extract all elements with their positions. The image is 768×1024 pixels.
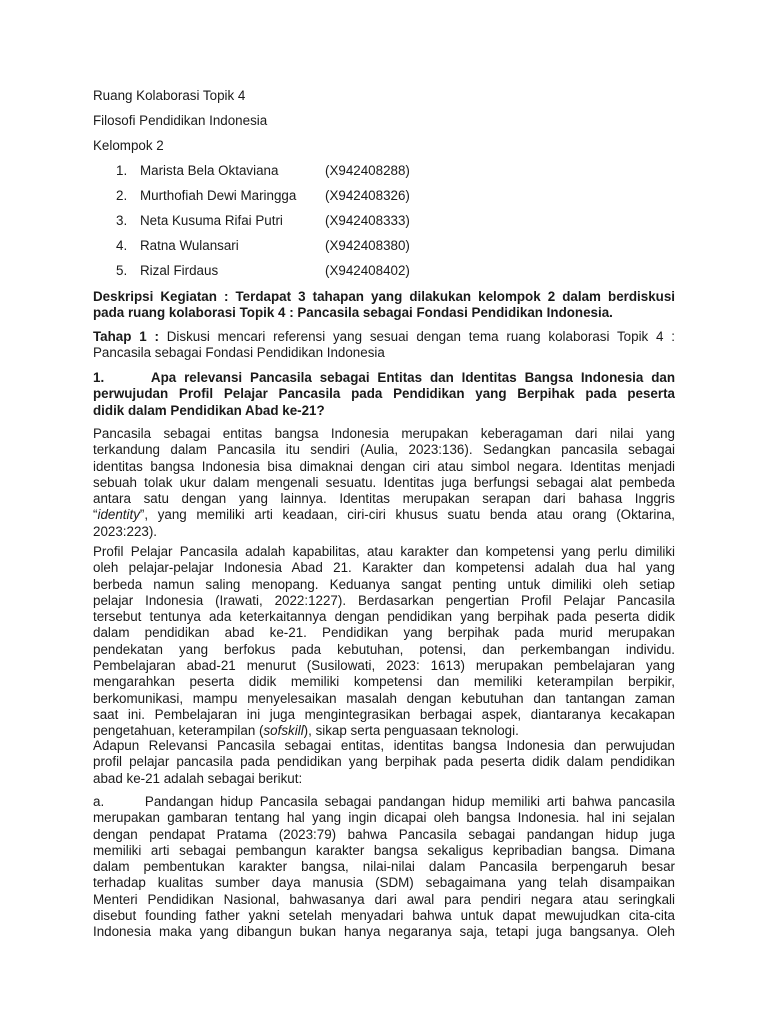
text-line: dengan pendapat Pratama (2023:79) bahwa Pancasila sebagai pandangan hidup juga bbox=[93, 826, 675, 842]
member-number: 3. bbox=[116, 213, 128, 228]
text-line: terkandung dalam Pancasila itu sendiri (Aulia, 2023:136). Sedangkan pancasila sebagai bbox=[93, 442, 675, 458]
member-number: 2. bbox=[116, 188, 128, 203]
text-line: 1. Apa relevansi Pancasila sebagai Entitas dan Identitas Bangsa Indonesia dan bbox=[93, 370, 675, 385]
text-line bbox=[93, 329, 675, 345]
member-item bbox=[116, 238, 410, 254]
text-line: Pembelajaran abad-21 menurut (Susilowati, 2023: 1613) merupakan pembelajaran yang bbox=[93, 658, 675, 674]
text-line: a. Pandangan hidup Pancasila sebagai pandangan hidup memiliki arti bahwa pancasila bbox=[93, 794, 675, 809]
text-line: Adapun Relevansi Pancasila sebagai entitas, identitas bangsa Indonesia dan perwujudan bbox=[93, 738, 675, 753]
text-line bbox=[93, 507, 675, 523]
member-number: 4. bbox=[116, 238, 128, 253]
activity-description bbox=[93, 289, 675, 322]
text-line: berbeda namun saling menopang. Keduanya sangat penting untuk dimiliki oleh setiap bbox=[93, 576, 675, 592]
member-id: (X942408380) bbox=[325, 238, 410, 253]
course-name: Filosofi Pendidikan Indonesia bbox=[93, 113, 268, 128]
quote-mark: ”, bbox=[139, 507, 149, 523]
quote-mark: “ bbox=[93, 507, 98, 523]
member-name: Neta Kusuma Rifai Putri bbox=[140, 213, 283, 228]
text-line: sebuah tolak ukur dalam mengenali sesuatu. Identitas juga berfungsi sebagai alat pembeda bbox=[93, 474, 675, 490]
member-item bbox=[116, 163, 410, 179]
stage-1 bbox=[93, 329, 675, 362]
text-line: Indonesia maka yang dibangun bukan hanya negaranya saja, tetapi juga bangsanya. Oleh bbox=[93, 924, 675, 940]
text-line: saat ini. Pembelajaran ini juga mengintegrasikan berbagai aspek, diantaranya kecakapan bbox=[93, 706, 675, 722]
paragraph-profil-pelajar bbox=[93, 544, 675, 740]
text-line: Profil Pelajar Pancasila adalah kapabilitas, atau karakter dan kompetensi yang perlu dimiliki bbox=[93, 544, 675, 559]
text-line: pada ruang kolaborasi Topik 4 : Pancasila sebagai Fondasi Pendidikan Indonesia. bbox=[93, 305, 613, 321]
member-item bbox=[116, 263, 410, 279]
paragraph-adapun bbox=[93, 738, 675, 787]
group-name: Kelompok 2 bbox=[93, 138, 164, 153]
text-line: Pancasila sebagai entitas bangsa Indonesia merupakan keberagaman dari nilai yang bbox=[93, 426, 675, 441]
text-line: berkomunikasi, mampu menyelesaikan masalah dengan kebutuhan dan tantangan zaman bbox=[93, 690, 675, 706]
text-line: Deskripsi Kegiatan : Terdapat 3 tahapan yang dilakukan kelompok 2 dalam berdiskusi bbox=[93, 289, 675, 304]
paragraph-entitas bbox=[93, 426, 675, 540]
text-line: Pancasila sebagai Fondasi Pendidikan Indonesia bbox=[93, 345, 385, 361]
text-line: tersebut tentunya ada keterkaitannya dengan pendidikan yang berpihak pada peserta didik bbox=[93, 609, 675, 625]
text-fragment: yang memiliki arti keadaan, ciri-ciri khusus suatu benda atau orang (Oktarina, bbox=[157, 507, 675, 523]
text-line: mengarahkan peserta didik memiliki kompetensi dan memiliki keterampilan berpikir, bbox=[93, 674, 675, 690]
text-line: dalam pembentukan karakter bangsa, nilai-nilai dalam Pancasila berpengaruh besar bbox=[93, 859, 675, 875]
member-name: Rizal Firdaus bbox=[140, 263, 219, 278]
text-line: memiliki arti sebagai pembangun karakter bangsa sekaligus kepribadian bangsa. Dimana bbox=[93, 842, 675, 858]
stage-label: Tahap 1 : bbox=[93, 329, 159, 344]
text-line: merupakan gambaran tentang hal yang ingin dicapai oleh bangsa Indonesia. hal ini sejalan bbox=[93, 810, 675, 826]
text-fragment: ), sikap serta penguasaan teknologi. bbox=[303, 723, 519, 739]
member-item bbox=[116, 213, 410, 229]
text-line: didik dalam Pendidikan Abad ke-21? bbox=[93, 402, 325, 418]
italic-term: sofskill bbox=[263, 723, 304, 739]
text-line: antara satu dengan yang lainnya. Identitas merupakan serapan dari bahasa Inggris bbox=[93, 491, 675, 507]
text-line: profil pelajar pancasila pada pendidikan yang berpihak pada peserta didik dalam pendidikan bbox=[93, 754, 675, 770]
text-line: pelajar Indonesia (Irawati, 2022:1227). Berdasarkan pengertian Profil Pelajar Pancasila bbox=[93, 592, 675, 608]
text-line: abad ke-21 adalah sebagai berikut: bbox=[93, 770, 303, 786]
point-a bbox=[93, 794, 675, 941]
text-line: disebut founding father yakni setelah menyadari bahwa untuk dapat mewujudkan cita-cita bbox=[93, 908, 675, 924]
question-1 bbox=[93, 370, 675, 419]
text-line: pendekatan yang berfokus pada kebutuhan, potensi, dan perkembangan individu. bbox=[93, 641, 675, 657]
member-number: 5. bbox=[116, 263, 128, 278]
member-id: (X942408333) bbox=[325, 213, 410, 228]
member-name: Murthofiah Dewi Maringga bbox=[140, 188, 297, 203]
text-line: 2023:223). bbox=[93, 523, 158, 539]
text-line: perwujudan Profil Pelajar Pancasila pada Pendidikan yang Berpihak pada peserta bbox=[93, 386, 675, 402]
text-line: oleh pelajar-pelajar Indonesia Abad 21. Karakter dan kompetensi adalah dua hal yang bbox=[93, 560, 675, 576]
document-title: Ruang Kolaborasi Topik 4 bbox=[93, 88, 246, 103]
member-id: (X942408402) bbox=[325, 263, 410, 278]
text-line: Menteri Pendidikan Nasional, bahwasanya dari awal para pendiri negara atau seringkali bbox=[93, 891, 675, 907]
text-fragment: pengetahuan, keterampilan ( bbox=[93, 723, 264, 739]
member-name: Marista Bela Oktaviana bbox=[140, 163, 279, 178]
member-id: (X942408288) bbox=[325, 163, 410, 178]
text-line: identitas bangsa Indonesia bisa dimaknai dengan ciri atau simbol negara. Identitas menjadi bbox=[93, 458, 675, 474]
stage-text: Diskusi mencari referensi yang sesuai dengan tema ruang kolaborasi Topik 4 : bbox=[158, 329, 675, 344]
member-number: 1. bbox=[116, 163, 128, 178]
member-item bbox=[116, 188, 410, 204]
italic-term: identity bbox=[97, 507, 140, 523]
text-line: terhadap kualitas sumber daya manusia (SDM) sebagaimana yang telah disampaikan bbox=[93, 875, 675, 891]
text-line: dalam pendidikan abad ke-21. Pendidikan yang berpihak pada murid merupakan bbox=[93, 625, 675, 641]
member-name: Ratna Wulansari bbox=[140, 238, 239, 253]
member-id: (X942408326) bbox=[325, 188, 410, 203]
